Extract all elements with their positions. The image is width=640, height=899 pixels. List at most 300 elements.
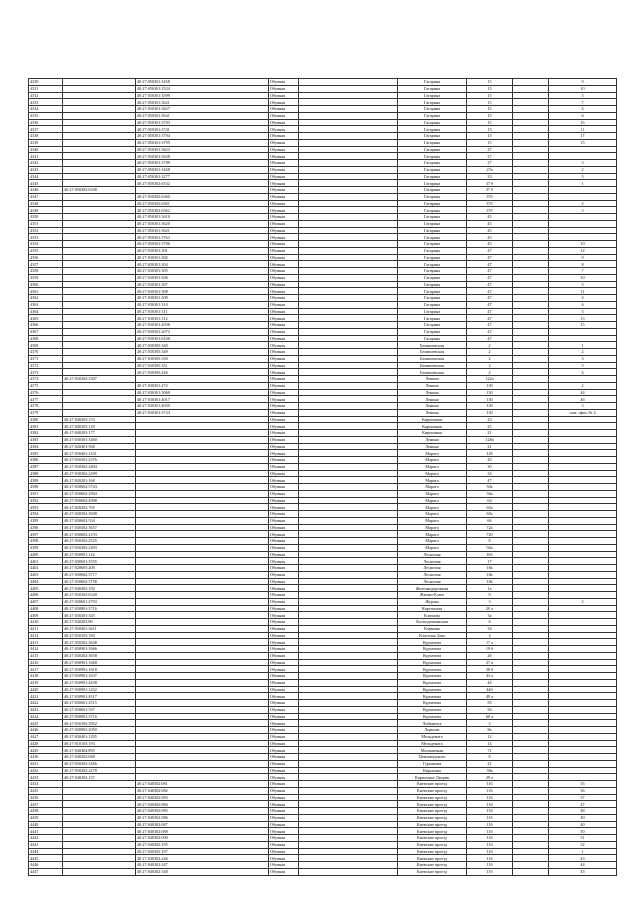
table-row: [29, 740, 617, 747]
cell-object-type: Обувная: [269, 430, 299, 437]
cell-blank: [299, 747, 398, 754]
cell-house: 37б: [467, 193, 513, 200]
cell-premises-number: [136, 504, 269, 511]
cell-house: 45: [467, 227, 513, 234]
cell-premises-number: [136, 436, 269, 443]
cell-house: 130: [467, 409, 513, 416]
cell-apartment: 10: [549, 241, 617, 248]
cell-object-type: Обувная: [269, 571, 299, 578]
cell-apartment: пом. офис № 4: [549, 409, 617, 416]
cell-parcel-number: [63, 288, 136, 295]
cell-parcel-number: 40:27:040203:177: [63, 430, 136, 437]
cell-object-type: Обувная: [269, 214, 299, 221]
cell-row-number: 4446: [29, 862, 63, 869]
cell-blank: [299, 787, 398, 794]
cell-apartment: 4: [549, 369, 617, 376]
cell-house: 8а: [467, 727, 513, 734]
cell-street: Кирпичное Дворик: [398, 774, 467, 781]
cell-row-number: 4407: [29, 598, 63, 605]
cell-object-type: Обувная: [269, 848, 299, 855]
cell-house: 116: [467, 801, 513, 808]
cell-blank: [299, 382, 398, 389]
cell-row-number: 4443: [29, 841, 63, 848]
cell-building: [513, 504, 549, 511]
table-row: [29, 868, 617, 875]
cell-street: Гагарина: [398, 160, 467, 167]
cell-house: 8: [467, 538, 513, 545]
cell-blank: [299, 112, 398, 119]
cell-row-number: 4368: [29, 335, 63, 342]
cell-street: Бемишевская: [398, 342, 467, 349]
cell-parcel-number: 40:27:030202:2478: [63, 767, 136, 774]
cell-blank: [299, 855, 398, 862]
cell-parcel-number: 40:27:030901:1637: [63, 673, 136, 680]
table-row: [29, 754, 617, 761]
cell-blank: [299, 423, 398, 430]
table-row: [29, 511, 617, 518]
cell-premises-number: [136, 578, 269, 585]
cell-street: Гагарина: [398, 180, 467, 187]
cell-house: 38 б: [467, 666, 513, 673]
cell-object-type: Обувная: [269, 220, 299, 227]
cell-building: [513, 862, 549, 869]
table-row: [29, 571, 617, 578]
cell-building: [513, 126, 549, 133]
cell-house: 116: [467, 828, 513, 835]
table-row: [29, 166, 617, 173]
cell-object-type: Обувная: [269, 585, 299, 592]
cell-parcel-number: [63, 247, 136, 254]
cell-blank: [299, 531, 398, 538]
cell-object-type: Обувная: [269, 416, 299, 423]
cell-house: 116: [467, 794, 513, 801]
cell-object-type: Обувная: [269, 612, 299, 619]
cell-apartment: 15: [549, 139, 617, 146]
cell-apartment: [549, 666, 617, 673]
cell-apartment: 52: [549, 841, 617, 848]
cell-parcel-number: 40:27:030302:3698: [63, 511, 136, 518]
cell-premises-number: [136, 652, 269, 659]
cell-apartment: 3: [549, 308, 617, 315]
cell-street: Киевские проезд: [398, 801, 467, 808]
cell-premises-number: 40:27:040302:088: [136, 828, 269, 835]
cell-row-number: 4353: [29, 234, 63, 241]
cell-blank: [299, 733, 398, 740]
cell-house: 45: [467, 241, 513, 248]
cell-parcel-number: 40:27:030201:2376: [63, 457, 136, 464]
cell-blank: [299, 713, 398, 720]
cell-premises-number: 40:27:030301:311: [136, 308, 269, 315]
table-row: [29, 362, 617, 369]
cell-blank: [299, 436, 398, 443]
cell-blank: [299, 133, 398, 140]
cell-parcel-number: 40:27:030401:3611: [63, 625, 136, 632]
cell-street: Космодемьянская: [398, 619, 467, 626]
cell-blank: [299, 416, 398, 423]
cell-house: 21: [467, 760, 513, 767]
cell-object-type: Обувная: [269, 855, 299, 862]
cell-apartment: [549, 376, 617, 383]
cell-blank: [299, 781, 398, 788]
cell-object-type: Обувная: [269, 504, 299, 511]
cell-row-number: 4400: [29, 551, 63, 558]
cell-street: Марата: [398, 544, 467, 551]
cell-premises-number: 40:27:050301:3741: [136, 126, 269, 133]
cell-house: 12: [467, 733, 513, 740]
cell-house: 47: [467, 254, 513, 261]
cell-street: Марата: [398, 531, 467, 538]
cell-apartment: 46: [549, 396, 617, 403]
cell-house: 15: [467, 119, 513, 126]
cell-object-type: Обувная: [269, 801, 299, 808]
cell-building: [513, 349, 549, 356]
cell-house: 21: [467, 430, 513, 437]
cell-row-number: 4423: [29, 706, 63, 713]
cell-blank: [299, 700, 398, 707]
cell-apartment: 4: [549, 295, 617, 302]
cell-parcel-number: [63, 322, 136, 329]
cell-blank: [299, 166, 398, 173]
cell-row-number: 4338: [29, 133, 63, 140]
cell-object-type: Обувная: [269, 808, 299, 815]
cell-house: 27: [467, 146, 513, 153]
cell-parcel-number: 40:27:030901:1432: [63, 686, 136, 693]
cell-object-type: Обувная: [269, 268, 299, 275]
table-row: [29, 544, 617, 551]
cell-street: Киргизская: [398, 605, 467, 612]
table-row: [29, 322, 617, 329]
cell-apartment: [549, 612, 617, 619]
cell-parcel-number: 40:27:030901:1666: [63, 646, 136, 653]
cell-premises-number: 40:27:040302:090: [136, 835, 269, 842]
cell-apartment: 35: [549, 781, 617, 788]
cell-object-type: Обувная: [269, 639, 299, 646]
cell-blank: [299, 389, 398, 396]
cell-building: [513, 808, 549, 815]
cell-parcel-number: [63, 396, 136, 403]
cell-building: [513, 133, 549, 140]
cell-building: [513, 686, 549, 693]
cell-blank: [299, 821, 398, 828]
table-row: [29, 355, 617, 362]
cell-apartment: [549, 436, 617, 443]
table-row: [29, 720, 617, 727]
cell-apartment: [549, 227, 617, 234]
table-row: [29, 389, 617, 396]
cell-object-type: Обувная: [269, 295, 299, 302]
cell-object-type: Обувная: [269, 126, 299, 133]
cell-object-type: Обувная: [269, 160, 299, 167]
cell-object-type: Обувная: [269, 828, 299, 835]
cell-row-number: 4359: [29, 274, 63, 281]
cell-apartment: [549, 700, 617, 707]
cell-house: 15: [467, 99, 513, 106]
cell-object-type: Обувная: [269, 166, 299, 173]
cell-blank: [299, 92, 398, 99]
cell-object-type: Обувная: [269, 679, 299, 686]
cell-object-type: Обувная: [269, 457, 299, 464]
cell-premises-number: [136, 598, 269, 605]
cell-building: [513, 524, 549, 531]
cell-premises-number: [136, 659, 269, 666]
cell-building: [513, 673, 549, 680]
cell-building: [513, 760, 549, 767]
cell-street: Марата: [398, 490, 467, 497]
cell-apartment: 5: [549, 281, 617, 288]
cell-building: [513, 193, 549, 200]
cell-object-type: Обувная: [269, 720, 299, 727]
cell-parcel-number: 40:27:030302:2499: [63, 470, 136, 477]
cell-building: [513, 538, 549, 545]
cell-row-number: 4348: [29, 200, 63, 207]
cell-premises-number: [136, 531, 269, 538]
cell-house: 66: [467, 517, 513, 524]
cell-premises-number: 40:27:040302:195: [136, 841, 269, 848]
cell-row-number: 4363: [29, 301, 63, 308]
cell-blank: [299, 679, 398, 686]
cell-building: [513, 828, 549, 835]
cell-house: 18а: [467, 565, 513, 572]
cell-street: Гагарина: [398, 295, 467, 302]
table-row: [29, 524, 617, 531]
cell-building: [513, 848, 549, 855]
cell-street: Гагарина: [398, 106, 467, 113]
cell-premises-number: [136, 605, 269, 612]
cell-building: [513, 740, 549, 747]
cell-object-type: Обувная: [269, 632, 299, 639]
table-row: [29, 180, 617, 187]
cell-premises-number: [136, 187, 269, 194]
table-row: [29, 835, 617, 842]
cell-street: Бемишевская: [398, 369, 467, 376]
cell-house: 30: [467, 463, 513, 470]
cell-blank: [299, 612, 398, 619]
cell-apartment: 2: [549, 382, 617, 389]
cell-row-number: 4354: [29, 241, 63, 248]
cell-apartment: [549, 558, 617, 565]
cell-street: Курчатова: [398, 700, 467, 707]
cell-street: Гагарина: [398, 99, 467, 106]
cell-object-type: Обувная: [269, 659, 299, 666]
cell-house: 47: [467, 268, 513, 275]
table-row: [29, 848, 617, 855]
table-row: [29, 436, 617, 443]
cell-premises-number: 40:27:030301:4017: [136, 396, 269, 403]
cell-parcel-number: [63, 112, 136, 119]
cell-premises-number: [136, 720, 269, 727]
cell-premises-number: 40:27:030305:349: [136, 349, 269, 356]
table-row: [29, 551, 617, 558]
cell-blank: [299, 605, 398, 612]
cell-apartment: [549, 646, 617, 653]
cell-apartment: 3: [549, 403, 617, 410]
cell-building: [513, 700, 549, 707]
cell-parcel-number: [63, 234, 136, 241]
cell-blank: [299, 497, 398, 504]
cell-house: 4: [467, 632, 513, 639]
table-row: [29, 153, 617, 160]
cell-row-number: 4356: [29, 254, 63, 261]
cell-blank: [299, 85, 398, 92]
cell-premises-number: 40:27:050301:3703: [136, 119, 269, 126]
cell-street: Гагарина: [398, 92, 467, 99]
cell-object-type: Обувная: [269, 511, 299, 518]
cell-object-type: Обувная: [269, 207, 299, 214]
cell-object-type: Обувная: [269, 497, 299, 504]
cell-building: [513, 747, 549, 754]
cell-row-number: 4409: [29, 612, 63, 619]
cell-building: [513, 625, 549, 632]
cell-row-number: 4439: [29, 814, 63, 821]
cell-row-number: 4402: [29, 565, 63, 572]
table-row: [29, 700, 617, 707]
table-row: [29, 328, 617, 335]
cell-row-number: 4429: [29, 747, 63, 754]
cell-parcel-number: [63, 781, 136, 788]
cell-premises-number: 40:27:050301:3786: [136, 241, 269, 248]
cell-street: Лесничая: [398, 571, 467, 578]
cell-street: Курчатова: [398, 673, 467, 680]
cell-building: [513, 247, 549, 254]
cell-building: [513, 355, 549, 362]
cell-parcel-number: [63, 295, 136, 302]
cell-object-type: Обувная: [269, 652, 299, 659]
cell-building: [513, 200, 549, 207]
cell-street: Журова: [398, 598, 467, 605]
cell-blank: [299, 808, 398, 815]
cell-blank: [299, 227, 398, 234]
cell-apartment: 17: [549, 133, 617, 140]
cell-house: 116: [467, 781, 513, 788]
cell-row-number: 4339: [29, 139, 63, 146]
cell-blank: [299, 625, 398, 632]
cell-blank: [299, 430, 398, 437]
cell-object-type: Обувная: [269, 747, 299, 754]
table-row: [29, 457, 617, 464]
cell-object-type: Обувная: [269, 625, 299, 632]
table-row: [29, 767, 617, 774]
cell-premises-number: 40:27:050302:6532: [136, 180, 269, 187]
cell-house: 49 а: [467, 693, 513, 700]
cell-apartment: [549, 511, 617, 518]
cell-apartment: 15: [549, 322, 617, 329]
cell-parcel-number: [63, 794, 136, 801]
cell-row-number: 4404: [29, 578, 63, 585]
cell-house: 34: [467, 470, 513, 477]
cell-street: Курчатова: [398, 686, 467, 693]
cell-building: [513, 112, 549, 119]
cell-row-number: 4447: [29, 868, 63, 875]
cell-premises-number: 40:27:030301:309: [136, 295, 269, 302]
cell-street: Гагарина: [398, 153, 467, 160]
cell-blank: [299, 335, 398, 342]
cell-parcel-number: [63, 200, 136, 207]
cell-object-type: Обувная: [269, 153, 299, 160]
cell-blank: [299, 160, 398, 167]
cell-building: [513, 261, 549, 268]
table-row: [29, 814, 617, 821]
cell-blank: [299, 544, 398, 551]
cell-premises-number: 40:27:050301:3458: [136, 79, 269, 86]
cell-row-number: 4349: [29, 207, 63, 214]
table-row: [29, 200, 617, 207]
cell-parcel-number: 40:27:030602:3717: [63, 571, 136, 578]
table-row: [29, 841, 617, 848]
cell-street: Марата: [398, 484, 467, 491]
cell-apartment: [549, 619, 617, 626]
cell-parcel-number: 40:27:030602:2904: [63, 490, 136, 497]
cell-building: [513, 632, 549, 639]
cell-premises-number: [136, 740, 269, 747]
cell-premises-number: [136, 632, 269, 639]
cell-house: 21: [467, 443, 513, 450]
cell-object-type: Обувная: [269, 578, 299, 585]
cell-object-type: Обувная: [269, 308, 299, 315]
cell-row-number: 4433: [29, 774, 63, 781]
cell-apartment: 2: [549, 166, 617, 173]
cell-premises-number: 40:27:050301:3627: [136, 106, 269, 113]
cell-parcel-number: 40:27:030202:6349: [63, 592, 136, 599]
cell-apartment: 40: [549, 821, 617, 828]
cell-premises-number: [136, 619, 269, 626]
cell-premises-number: 40:27:030301:310: [136, 301, 269, 308]
cell-row-number: 4385: [29, 450, 63, 457]
cell-parcel-number: 40:27:040203:133: [63, 416, 136, 423]
cell-blank: [299, 484, 398, 491]
cell-parcel-number: [63, 160, 136, 167]
cell-building: [513, 801, 549, 808]
cell-premises-number: [136, 612, 269, 619]
cell-premises-number: [136, 544, 269, 551]
cell-parcel-number: 40:27:030302:2525: [63, 538, 136, 545]
cell-building: [513, 835, 549, 842]
cell-object-type: Обувная: [269, 463, 299, 470]
cell-house: 60 а: [467, 713, 513, 720]
table-row: [29, 855, 617, 862]
cell-blank: [299, 828, 398, 835]
cell-apartment: [549, 457, 617, 464]
table-row: [29, 261, 617, 268]
cell-parcel-number: [63, 403, 136, 410]
cell-apartment: 3: [549, 160, 617, 167]
cell-apartment: 2: [549, 349, 617, 356]
cell-object-type: Обувная: [269, 544, 299, 551]
table-row: [29, 828, 617, 835]
cell-row-number: 4367: [29, 328, 63, 335]
cell-street: Гагарина: [398, 322, 467, 329]
cell-street: Цемзаводского: [398, 754, 467, 761]
cell-blank: [299, 794, 398, 801]
cell-blank: [299, 355, 398, 362]
cell-building: [513, 436, 549, 443]
cell-building: [513, 295, 549, 302]
cell-row-number: 4421: [29, 693, 63, 700]
cell-building: [513, 180, 549, 187]
cell-premises-number: 40:27:040302:081: [136, 781, 269, 788]
cell-object-type: Обувная: [269, 841, 299, 848]
cell-row-number: 4377: [29, 396, 63, 403]
cell-object-type: Обувная: [269, 740, 299, 747]
table-row: [29, 639, 617, 646]
cell-building: [513, 220, 549, 227]
cell-street: Лесничая: [398, 565, 467, 572]
cell-parcel-number: [63, 79, 136, 86]
cell-row-number: 4425: [29, 720, 63, 727]
cell-blank: [299, 835, 398, 842]
cell-row-number: 4395: [29, 517, 63, 524]
cell-apartment: [549, 747, 617, 754]
cell-premises-number: [136, 511, 269, 518]
